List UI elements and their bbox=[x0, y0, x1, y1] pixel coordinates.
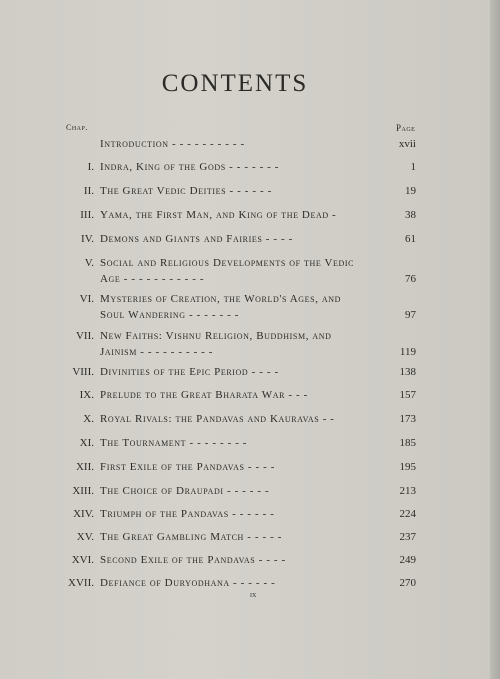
chapter-title-line-2: Soul Wandering - - - - - - - bbox=[100, 309, 239, 321]
chapter-number: IX. bbox=[79, 389, 94, 401]
chapter-number: XI. bbox=[79, 437, 94, 449]
chapter-title: Second Exile of the Pandavas - - - - bbox=[100, 554, 286, 566]
page-edge bbox=[490, 0, 500, 679]
page-number: 173 bbox=[399, 413, 416, 425]
chapter-number: XIV. bbox=[73, 508, 94, 520]
chapter-title: The Tournament - - - - - - - - bbox=[100, 437, 248, 449]
chapter-title: First Exile of the Pandavas - - - - bbox=[100, 461, 275, 473]
page-number: 249 bbox=[399, 554, 416, 566]
page-column-header: Page bbox=[396, 123, 416, 133]
page-number: 213 bbox=[399, 485, 416, 497]
page-footer-number: ix bbox=[250, 590, 257, 599]
chapter-title: Divinities of the Epic Period - - - - bbox=[100, 366, 279, 378]
chapter-number: VII. bbox=[75, 330, 94, 342]
chapter-title: The Great Gambling Match - - - - - bbox=[100, 531, 282, 543]
chapter-column-header: Chap. bbox=[66, 123, 88, 132]
page-number: 224 bbox=[399, 508, 416, 520]
chapter-title: The Great Vedic Deities - - - - - - bbox=[100, 185, 272, 197]
chapter-title: Introduction - - - - - - - - - - bbox=[100, 138, 245, 150]
chapter-number: XII. bbox=[75, 461, 94, 473]
page-number: 119 bbox=[399, 346, 416, 358]
chapter-number: III. bbox=[80, 209, 94, 221]
chapter-number: V. bbox=[84, 257, 94, 269]
chapter-title: Royal Rivals: the Pandavas and Kauravas - - bbox=[100, 413, 335, 425]
chapter-title: The Choice of Draupadi - - - - - - bbox=[100, 485, 270, 497]
chapter-title: Mysteries of Creation, the World's Ages, and bbox=[100, 293, 342, 305]
page-number: 138 bbox=[399, 366, 416, 378]
chapter-title: Defiance of Duryodhana - - - - - - bbox=[100, 577, 276, 589]
page-number: 61 bbox=[405, 233, 416, 245]
page-number: 38 bbox=[405, 209, 416, 221]
chapter-title: Social and Religious Developments of the Vedic bbox=[100, 257, 355, 269]
chapter-title: Demons and Giants and Fairies - - - - bbox=[100, 233, 293, 245]
chapter-title: Prelude to the Great Bharata War - - - bbox=[100, 389, 308, 401]
chapter-number: X. bbox=[83, 413, 94, 425]
page-number: 270 bbox=[399, 577, 416, 589]
chapter-number: VI. bbox=[79, 293, 94, 305]
chapter-title: Indra, King of the Gods - - - - - - - bbox=[100, 161, 280, 173]
page-number: 195 bbox=[399, 461, 416, 473]
chapter-title: Yama, the First Man, and King of the Dead - bbox=[100, 209, 337, 221]
page-number: 185 bbox=[399, 437, 416, 449]
chapter-title-line-2: Age - - - - - - - - - - - bbox=[100, 273, 205, 285]
chapter-title-line-2: Jainism - - - - - - - - - - bbox=[100, 346, 214, 358]
chapter-number: XVII. bbox=[68, 577, 94, 589]
page-number: 157 bbox=[399, 389, 416, 401]
chapter-number: VIII. bbox=[72, 366, 94, 378]
page-number: 19 bbox=[405, 185, 416, 197]
page-number: 97 bbox=[405, 309, 416, 321]
chapter-title: Triumph of the Pandavas - - - - - - bbox=[100, 508, 275, 520]
chapter-number: XIII. bbox=[72, 485, 94, 497]
chapter-number: I. bbox=[87, 161, 94, 173]
chapter-number: XVI. bbox=[71, 554, 94, 566]
chapter-number: XV. bbox=[76, 531, 94, 543]
page-title: CONTENTS bbox=[161, 70, 309, 97]
page-number: xvii bbox=[398, 138, 416, 150]
page-number: 76 bbox=[405, 273, 416, 285]
chapter-number: II. bbox=[83, 185, 94, 197]
page-number: 1 bbox=[410, 161, 416, 173]
page-number: 237 bbox=[399, 531, 416, 543]
chapter-number: IV. bbox=[81, 233, 94, 245]
chapter-title: New Faiths: Vishnu Religion, Buddhism, and bbox=[100, 330, 332, 342]
